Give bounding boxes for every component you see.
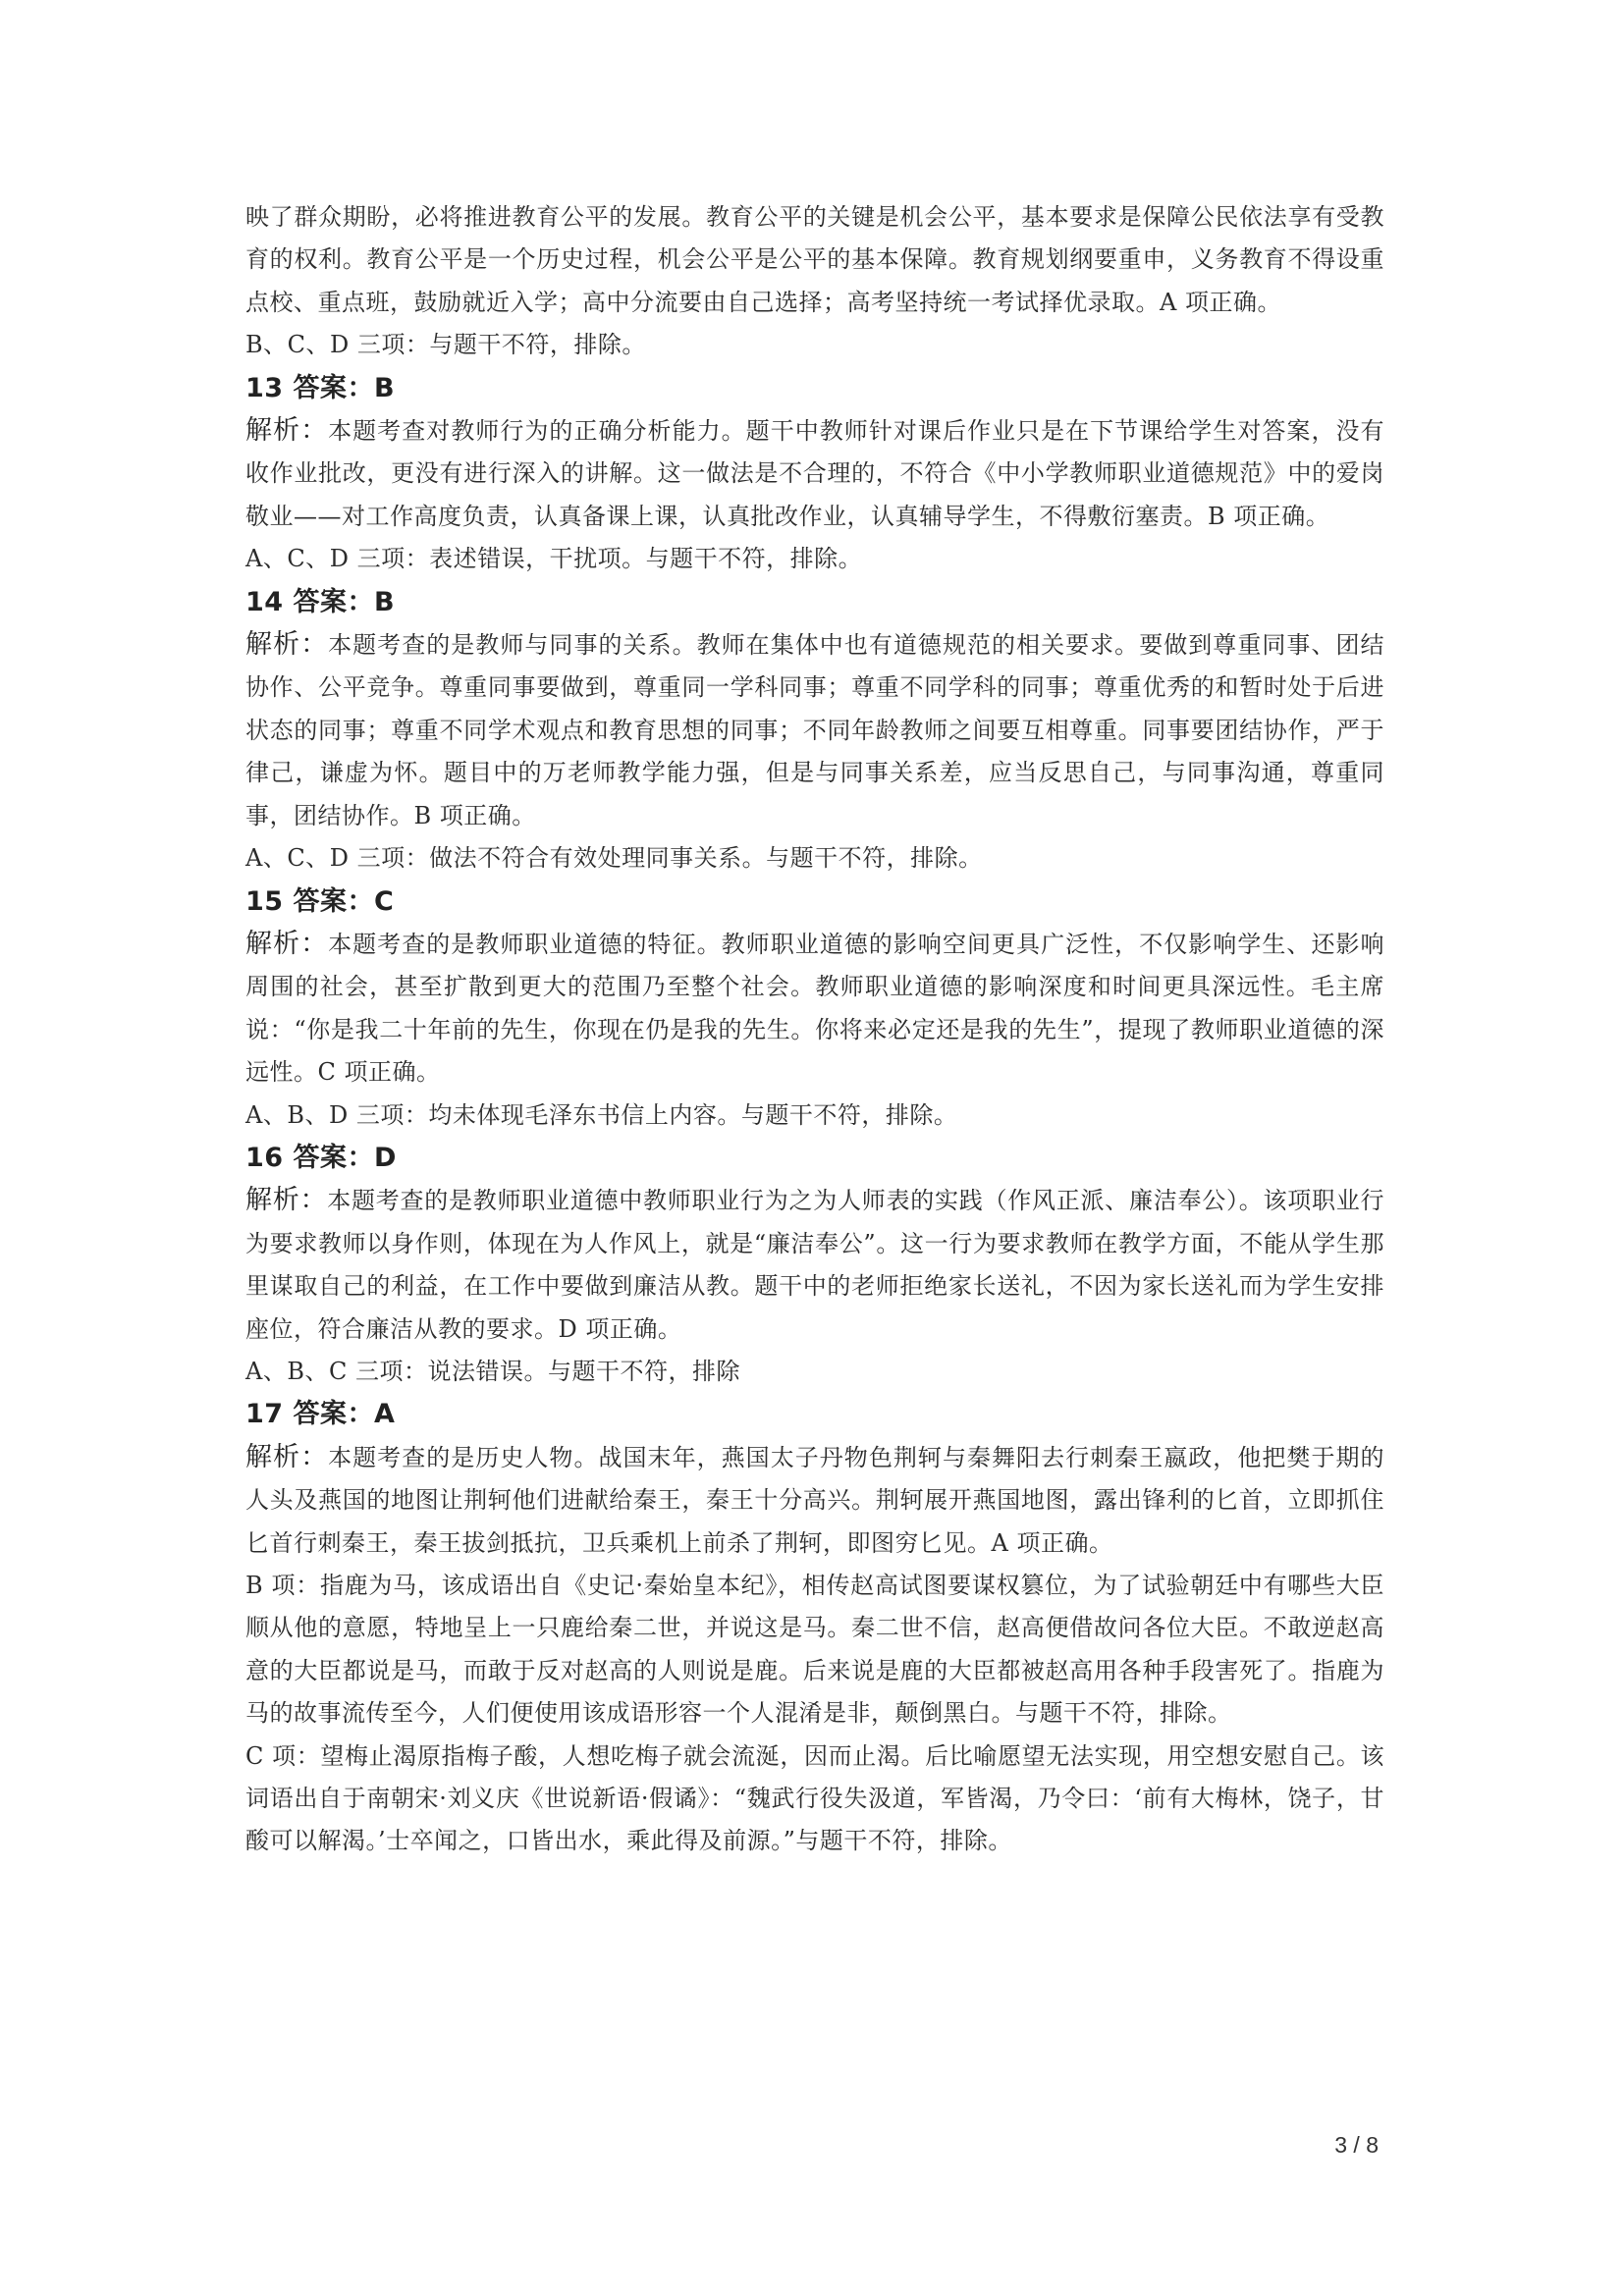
analysis-text: 本题考查的是教师与同事的关系。教师在集体中也有道德规范的相关要求。要做到尊重同事、团结协作、公平竞争。尊重同事要做到，尊重同一学科同事；尊重不同学科的同事；尊重优秀的和暂时处于后进状态的同事；尊重不同学术观点和教育思想的同事；不同年龄教师之间要互相尊重。同事要团结协作，严于律己，谦虚为怀。题目中的万老师教学能力强，但是与同事关系差，应当反思自己，与同事沟通，尊重同事，团结协作。B 项正确。: [245, 631, 1385, 829]
intro-paragraph: B、C、D 三项：与题干不符，排除。: [245, 331, 646, 359]
analysis-text: 本题考查的是教师职业道德的特征。教师职业道德的影响空间更具广泛性，不仅影响学生、还影响周围的社会，甚至扩散到更大的范围乃至整个社会。教师职业道德的影响深度和时间更具深远性。毛主席说：“你是我二十年前的先生，你现在仍是我的先生。你将来必定还是我的先生”，提现了教师职业道德的深远性。C 项正确。: [245, 930, 1385, 1087]
answer-heading-14: 14 答案：B: [245, 586, 396, 617]
option-note: B 项：指鹿为马，该成语出自《史记·秦始皇本纪》，相传赵高试图要谋权篡位，为了试验朝廷中有哪些大臣顺从他的意愿，特地呈上一只鹿给秦二世，并说这是马。秦二世不信，赵高便借故问各位大臣。不敢逆赵高意的大臣都说是马，而敢于反对赵高的人则说是鹿。后来说是鹿的大臣都被赵高用各种手段害死了。指鹿为马的故事流传至今，人们便使用该成语形容一个人混淆是非，颠倒黑白。与题干不符，排除。: [245, 1572, 1384, 1728]
analysis-label: 解析：: [245, 928, 329, 959]
analysis-label: 解析：: [245, 629, 329, 661]
option-note: A、C、D 三项：表述错误，干扰项。与题干不符，排除。: [245, 545, 863, 573]
analysis-paragraph-17: [245, 1436, 1384, 1565]
analysis-text: 本题考查对教师行为的正确分析能力。题干中教师针对课后作业只是在下节课给学生对答案，没有收作业批改，更没有进行深入的讲解。这一做法是不合理的，不符合《中小学教师职业道德规范》中的爱岗敬业——对工作高度负责，认真备课上课，认真批改作业，认真辅导学生，不得敷衍塞责。B 项正确。: [245, 417, 1385, 530]
option-note: C 项：望梅止渴原指梅子酸，人想吃梅子就会流涎，因而止渴。后比喻愿望无法实现，用空想安慰自己。该词语出自于南朝宋·刘义庆《世说新语·假谲》：“魏武行役失汲道，军皆渴，乃令曰：‘前有大梅林，饶子，甘酸可以解渴。’士卒闻之，口皆出水，乘此得及前源。”与题干不符，排除。: [245, 1741, 1384, 1855]
analysis-paragraph-15: [245, 923, 1384, 1095]
analysis-label: 解析：: [245, 1441, 329, 1472]
page-number: 3 / 8: [1334, 2132, 1379, 2158]
analysis-paragraph-16: [245, 1179, 1384, 1351]
answer-heading-17: 17 答案：A: [245, 1399, 396, 1430]
intro-paragraph: 映了群众期盼，必将推进教育公平的发展。教育公平的关键是机会公平，基本要求是保障公民依法享有受教育的权利。教育公平是一个历史过程，机会公平是公平的基本保障。教育规划纲要重申，义务教育不得设重点校、重点班，鼓励就近入学；高中分流要由自己选择；高考坚持统一考试择优录取。A 项正确。: [245, 203, 1384, 316]
option-note: A、B、C 三项：说法错误。与题干不符，排除: [245, 1357, 740, 1385]
analysis-label: 解析：: [245, 1185, 328, 1216]
analysis-label: 解析：: [245, 415, 329, 447]
analysis-text: 本题考查的是历史人物。战国末年，燕国太子丹物色荆轲与秦舞阳去行刺秦王嬴政，他把樊于期的人头及燕国的地图让荆轲他们进献给秦王，秦王十分高兴。荆轲展开燕国地图，露出锋利的匕首，立即抓住匕首行刺秦王，秦王拔剑抵抗，卫兵乘机上前杀了荆轲，即图穷匕见。A 项正确。: [245, 1443, 1385, 1557]
option-note: A、C、D 三项：做法不符合有效处理同事关系。与题干不符，排除。: [245, 844, 983, 873]
analysis-text: 本题考查的是教师职业道德中教师职业行为之为人师表的实践（作风正派、廉洁奉公）。该项职业行为要求教师以身作则，体现在为人作风上，就是“廉洁奉公”。这一行为要求教师在教学方面，不能从学生那里谋取自己的利益，在工作中要做到廉洁从教。题干中的老师拒绝家长送礼，不因为家长送礼而为学生安排座位，符合廉洁从教的要求。D 项正确。: [245, 1187, 1384, 1343]
analysis-paragraph-13: [245, 409, 1384, 538]
answer-heading-15: 15 答案：C: [245, 885, 395, 917]
document-page: [245, 196, 1384, 1863]
analysis-paragraph-14: [245, 623, 1384, 837]
answer-heading-16: 16 答案：D: [245, 1142, 397, 1173]
option-note: A、B、D 三项：均未体现毛泽东书信上内容。与题干不符，排除。: [245, 1100, 958, 1129]
answer-heading-13: 13 答案：B: [245, 372, 396, 403]
